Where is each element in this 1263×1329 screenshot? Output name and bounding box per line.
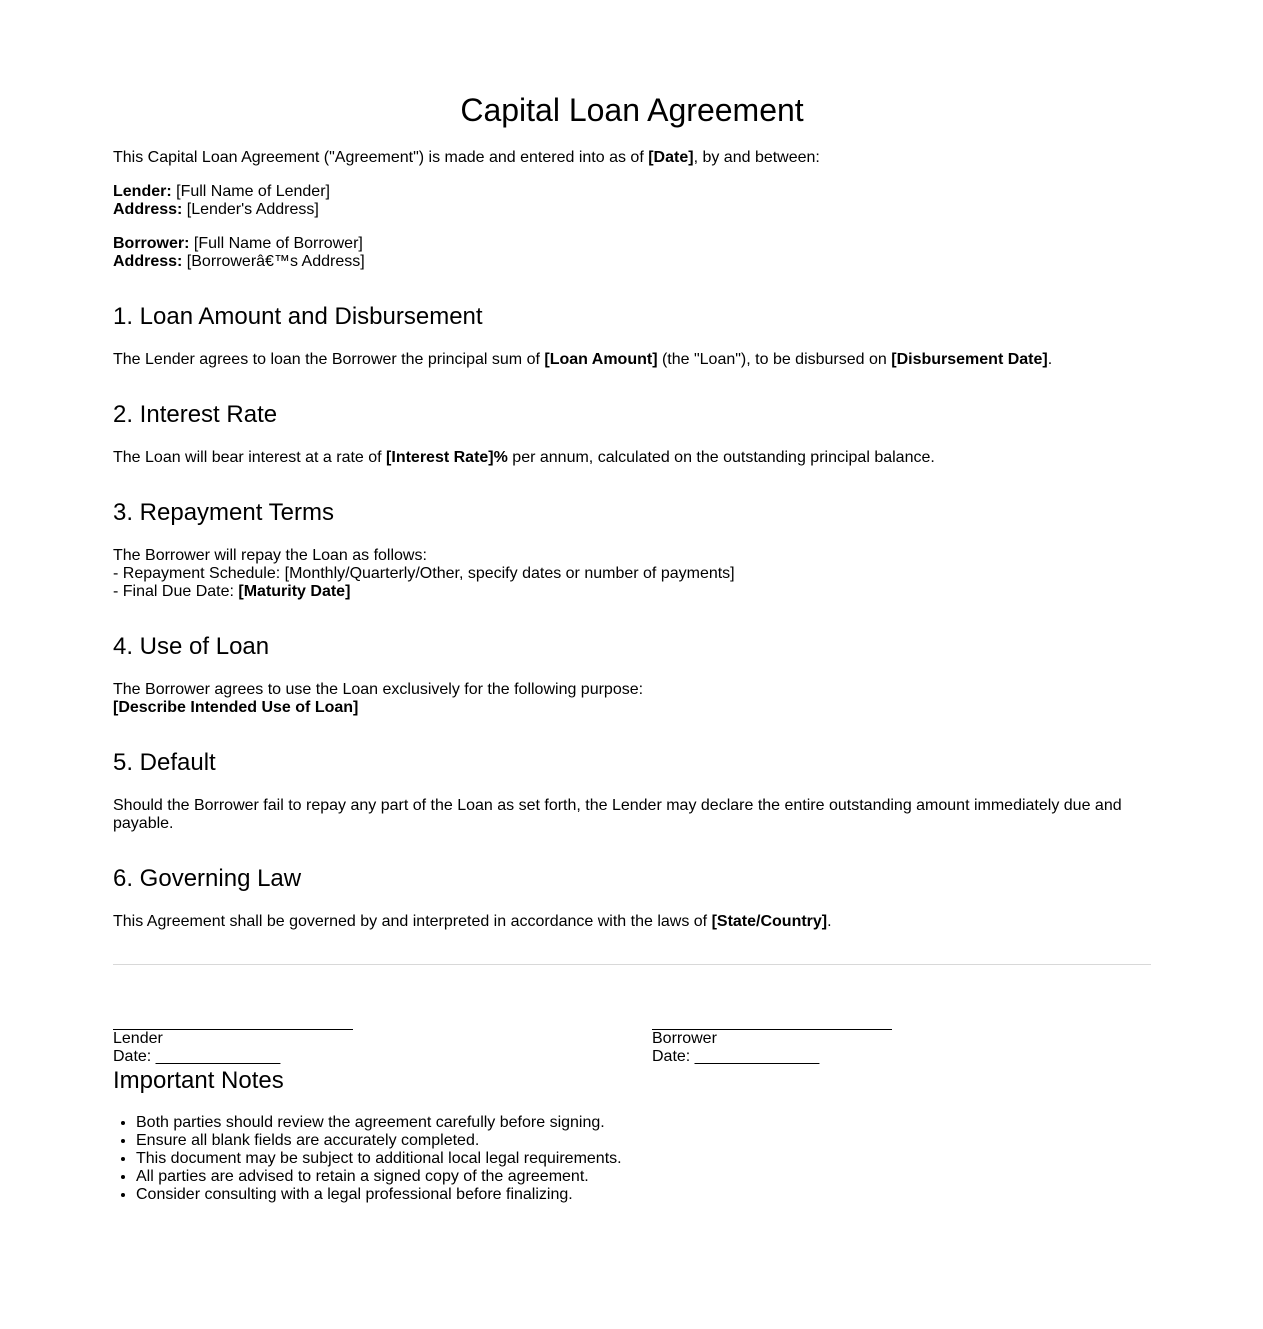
section-heading-default: 5. Default: [113, 749, 216, 776]
borrower-name-label: Borrower:: [113, 235, 190, 252]
use-line-1: The Borrower agrees to use the Loan exclusively for the following purpose:: [113, 681, 644, 698]
lender-signature-label: Lender: [113, 1030, 163, 1047]
interest-text-1: The Loan will bear interest at a rate of: [113, 449, 387, 466]
borrower-signature-block: [652, 1012, 952, 1066]
repayment-line-3: [113, 583, 1151, 601]
section-heading-repayment: 3. Repayment Terms: [113, 499, 334, 526]
final-due-date-label: - Final Due Date:: [113, 583, 239, 600]
intended-use-field: [Describe Intended Use of Loan]: [113, 699, 359, 716]
borrower-name-line: [113, 235, 1151, 253]
lender-signature-line: [113, 1012, 353, 1030]
interest-text-2: per annum, calculated on the outstanding principal balance.: [507, 449, 935, 466]
loan-amount-field: [Loan Amount]: [544, 351, 658, 368]
section-heading-law: 6. Governing Law: [113, 865, 302, 892]
lender-name-line: [113, 183, 1151, 201]
state-country-field: [State/Country]: [711, 913, 828, 930]
lender-address-label: Address:: [113, 201, 183, 218]
intro-text-before: This Capital Loan Agreement ("Agreement") is made and entered into as of: [113, 149, 649, 166]
law-paragraph: [113, 913, 1151, 931]
borrower-block: [113, 235, 1151, 271]
section-heading-use: 4. Use of Loan: [113, 633, 270, 660]
borrower-signature-label: Borrower: [652, 1030, 717, 1047]
repayment-paragraph: [113, 547, 1151, 601]
use-line-2: [113, 699, 1151, 717]
interest-rate-field: [Interest Rate]%: [386, 449, 508, 466]
repayment-line-1: The Borrower will repay the Loan as follows:: [113, 547, 427, 564]
lender-block: [113, 183, 1151, 219]
document-title: Capital Loan Agreement: [460, 92, 804, 128]
list-item: • Ensure all blank fields are accurately completed.: [136, 1132, 1174, 1150]
section-divider: [113, 964, 1151, 965]
lender-address-line: [113, 201, 1151, 219]
borrower-signature-line: [652, 1012, 892, 1030]
intro-text-after: , by and between:: [693, 149, 820, 166]
list-item: • Both parties should review the agreement carefully before signing.: [136, 1114, 1174, 1132]
borrower-address-label: Address:: [113, 253, 183, 270]
loan-amount-text-1: The Lender agrees to loan the Borrower the principal sum of: [113, 351, 545, 368]
section-heading-interest: 2. Interest Rate: [113, 401, 278, 428]
use-paragraph: [113, 681, 1151, 717]
lender-signature-date: Date: ______________: [113, 1048, 281, 1065]
loan-amount-text-2: (the "Loan"), to be disbursed on: [657, 351, 892, 368]
borrower-address-line: [113, 253, 1151, 271]
list-item: • This document may be subject to additional local legal requirements.: [136, 1150, 1174, 1168]
lender-address-value: [Lender's Address]: [182, 201, 319, 218]
interest-paragraph: [113, 449, 1151, 467]
law-text-2: .: [827, 913, 832, 930]
loan-amount-text-3: .: [1047, 351, 1053, 368]
notes-heading: Important Notes: [113, 1067, 284, 1094]
maturity-date-field: [Maturity Date]: [238, 583, 351, 600]
lender-name-label: Lender:: [113, 183, 172, 200]
borrower-signature-date: Date: ______________: [652, 1048, 820, 1065]
intro-paragraph: [113, 149, 1151, 167]
law-text-1: This Agreement shall be governed by and interpreted in accordance with the laws of: [113, 913, 712, 930]
loan-amount-paragraph: [113, 351, 1151, 369]
lender-name-value: [Full Name of Lender]: [171, 183, 330, 200]
list-item: • All parties are advised to retain a signed copy of the agreement.: [136, 1168, 1174, 1186]
section-heading-loan-amount: 1. Loan Amount and Disbursement: [113, 303, 483, 330]
intro-date-field: [Date]: [648, 149, 694, 166]
disbursement-date-field: [Disbursement Date]: [891, 351, 1048, 368]
notes-list: [113, 1114, 1174, 1204]
list-item: • Consider consulting with a legal professional before finalizing.: [136, 1186, 1174, 1204]
borrower-address-value: [Borrowerâ€™s Address]: [182, 253, 365, 270]
repayment-line-2: - Repayment Schedule: [Monthly/Quarterly/Other, specify dates or number of payments]: [113, 565, 735, 582]
borrower-name-value: [Full Name of Borrower]: [189, 235, 363, 252]
default-paragraph: Should the Borrower fail to repay any part of the Loan as set forth, the Lender may declare the entire outstanding amount immediately due and payable.: [113, 797, 1122, 832]
lender-signature-block: [113, 1012, 413, 1066]
